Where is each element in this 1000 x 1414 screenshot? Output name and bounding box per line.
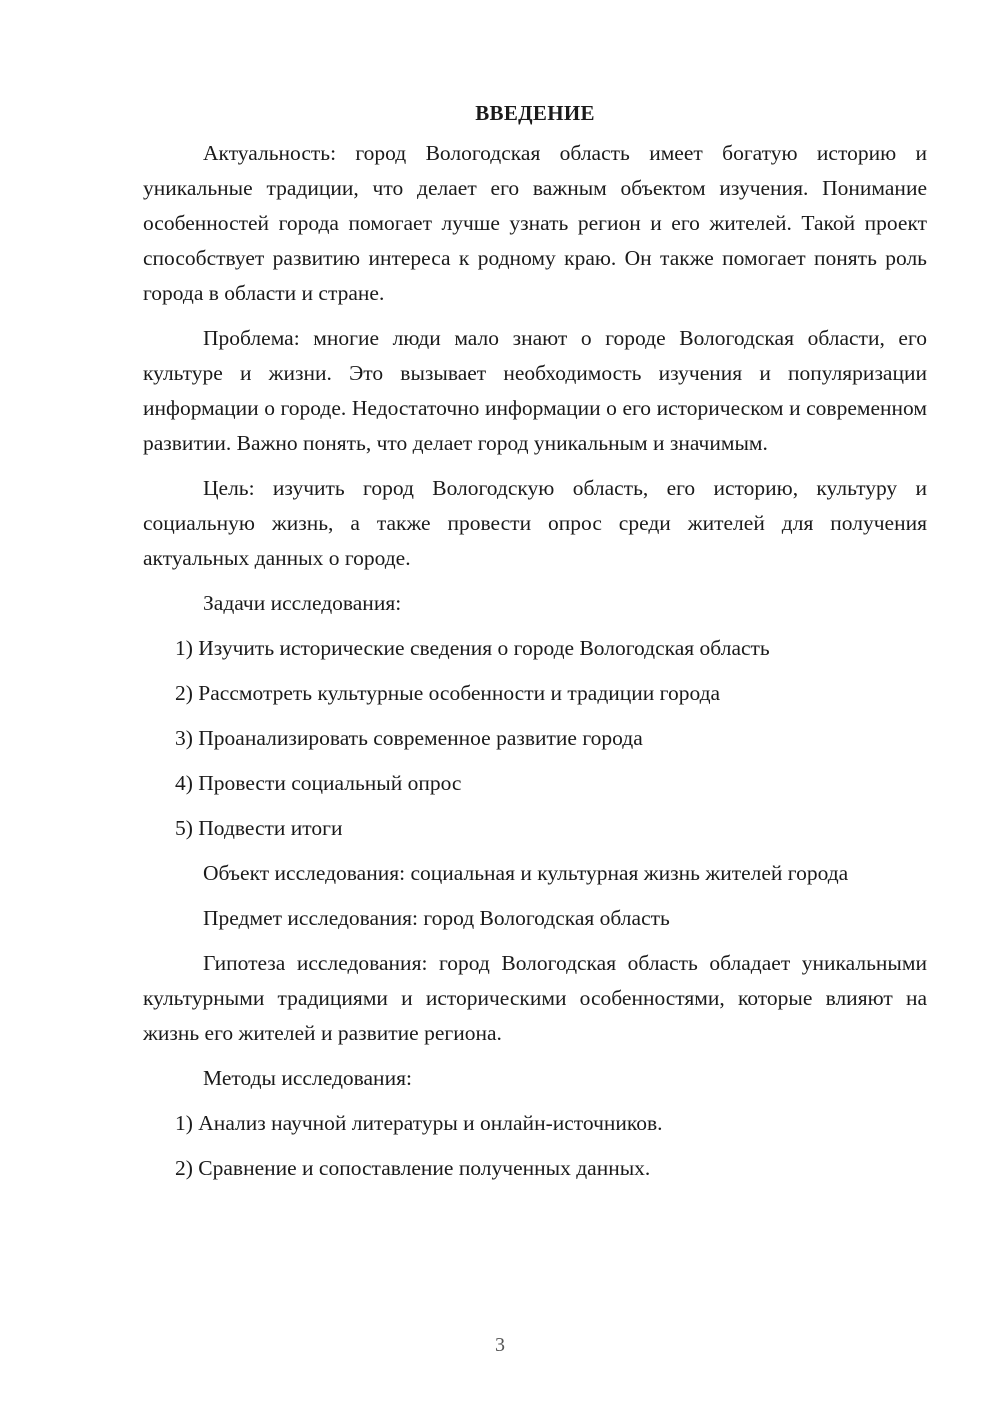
method-item: 2) Сравнение и сопоставление полученных данных. — [175, 1156, 651, 1180]
relevance-paragraph: Актуальность: город Вологодская область имеет богатую историю и уникальные традиции, что делает его важным объектом изучения. Понимание особенностей города помогает лучше узнать регион и его жителей. Такой проект способствует развитию интереса к родному краю. Он также помогает понять роль города в области и стране. — [143, 141, 927, 305]
task-item: 3) Проанализировать современное развитие города — [175, 726, 643, 750]
method-item: 1) Анализ научной литературы и онлайн-источников. — [175, 1111, 663, 1135]
tasks-heading: Задачи исследования: — [203, 591, 402, 615]
methods-heading: Методы исследования: — [203, 1066, 412, 1090]
tasks-list — [143, 631, 927, 846]
methods-list — [143, 1106, 927, 1186]
task-item: 5) Подвести итоги — [175, 816, 343, 840]
page-number: 3 — [495, 1334, 505, 1356]
goal-paragraph: Цель: изучить город Вологодскую область, его историю, культуру и социальную жизнь, а также провести опрос среди жителей для получения актуальных данных о городе. — [143, 476, 927, 570]
section-title: ВВЕДЕНИЕ — [475, 101, 595, 125]
task-item: 4) Провести социальный опрос — [175, 771, 462, 795]
subject-paragraph: Предмет исследования: город Вологодская область — [203, 906, 670, 930]
task-item: 1) Изучить исторические сведения о городе Вологодская область — [175, 636, 770, 660]
task-item: 2) Рассмотреть культурные особенности и традиции города — [175, 681, 721, 705]
document-page — [143, 96, 927, 1196]
problem-paragraph: Проблема: многие люди мало знают о городе Вологодская области, его культуре и жизни. Это вызывает необходимость изучения и популяризации информации о городе. Недостаточно информации о его историческом и современном развитии. Важно понять, что делает город уникальным и значимым. — [143, 326, 927, 455]
object-paragraph: Объект исследования: социальная и культурная жизнь жителей города — [203, 861, 849, 885]
hypothesis-paragraph: Гипотеза исследования: город Вологодская область обладает уникальными культурными традициями и историческими особенностями, которые влияют на жизнь его жителей и развитие региона. — [143, 951, 927, 1045]
